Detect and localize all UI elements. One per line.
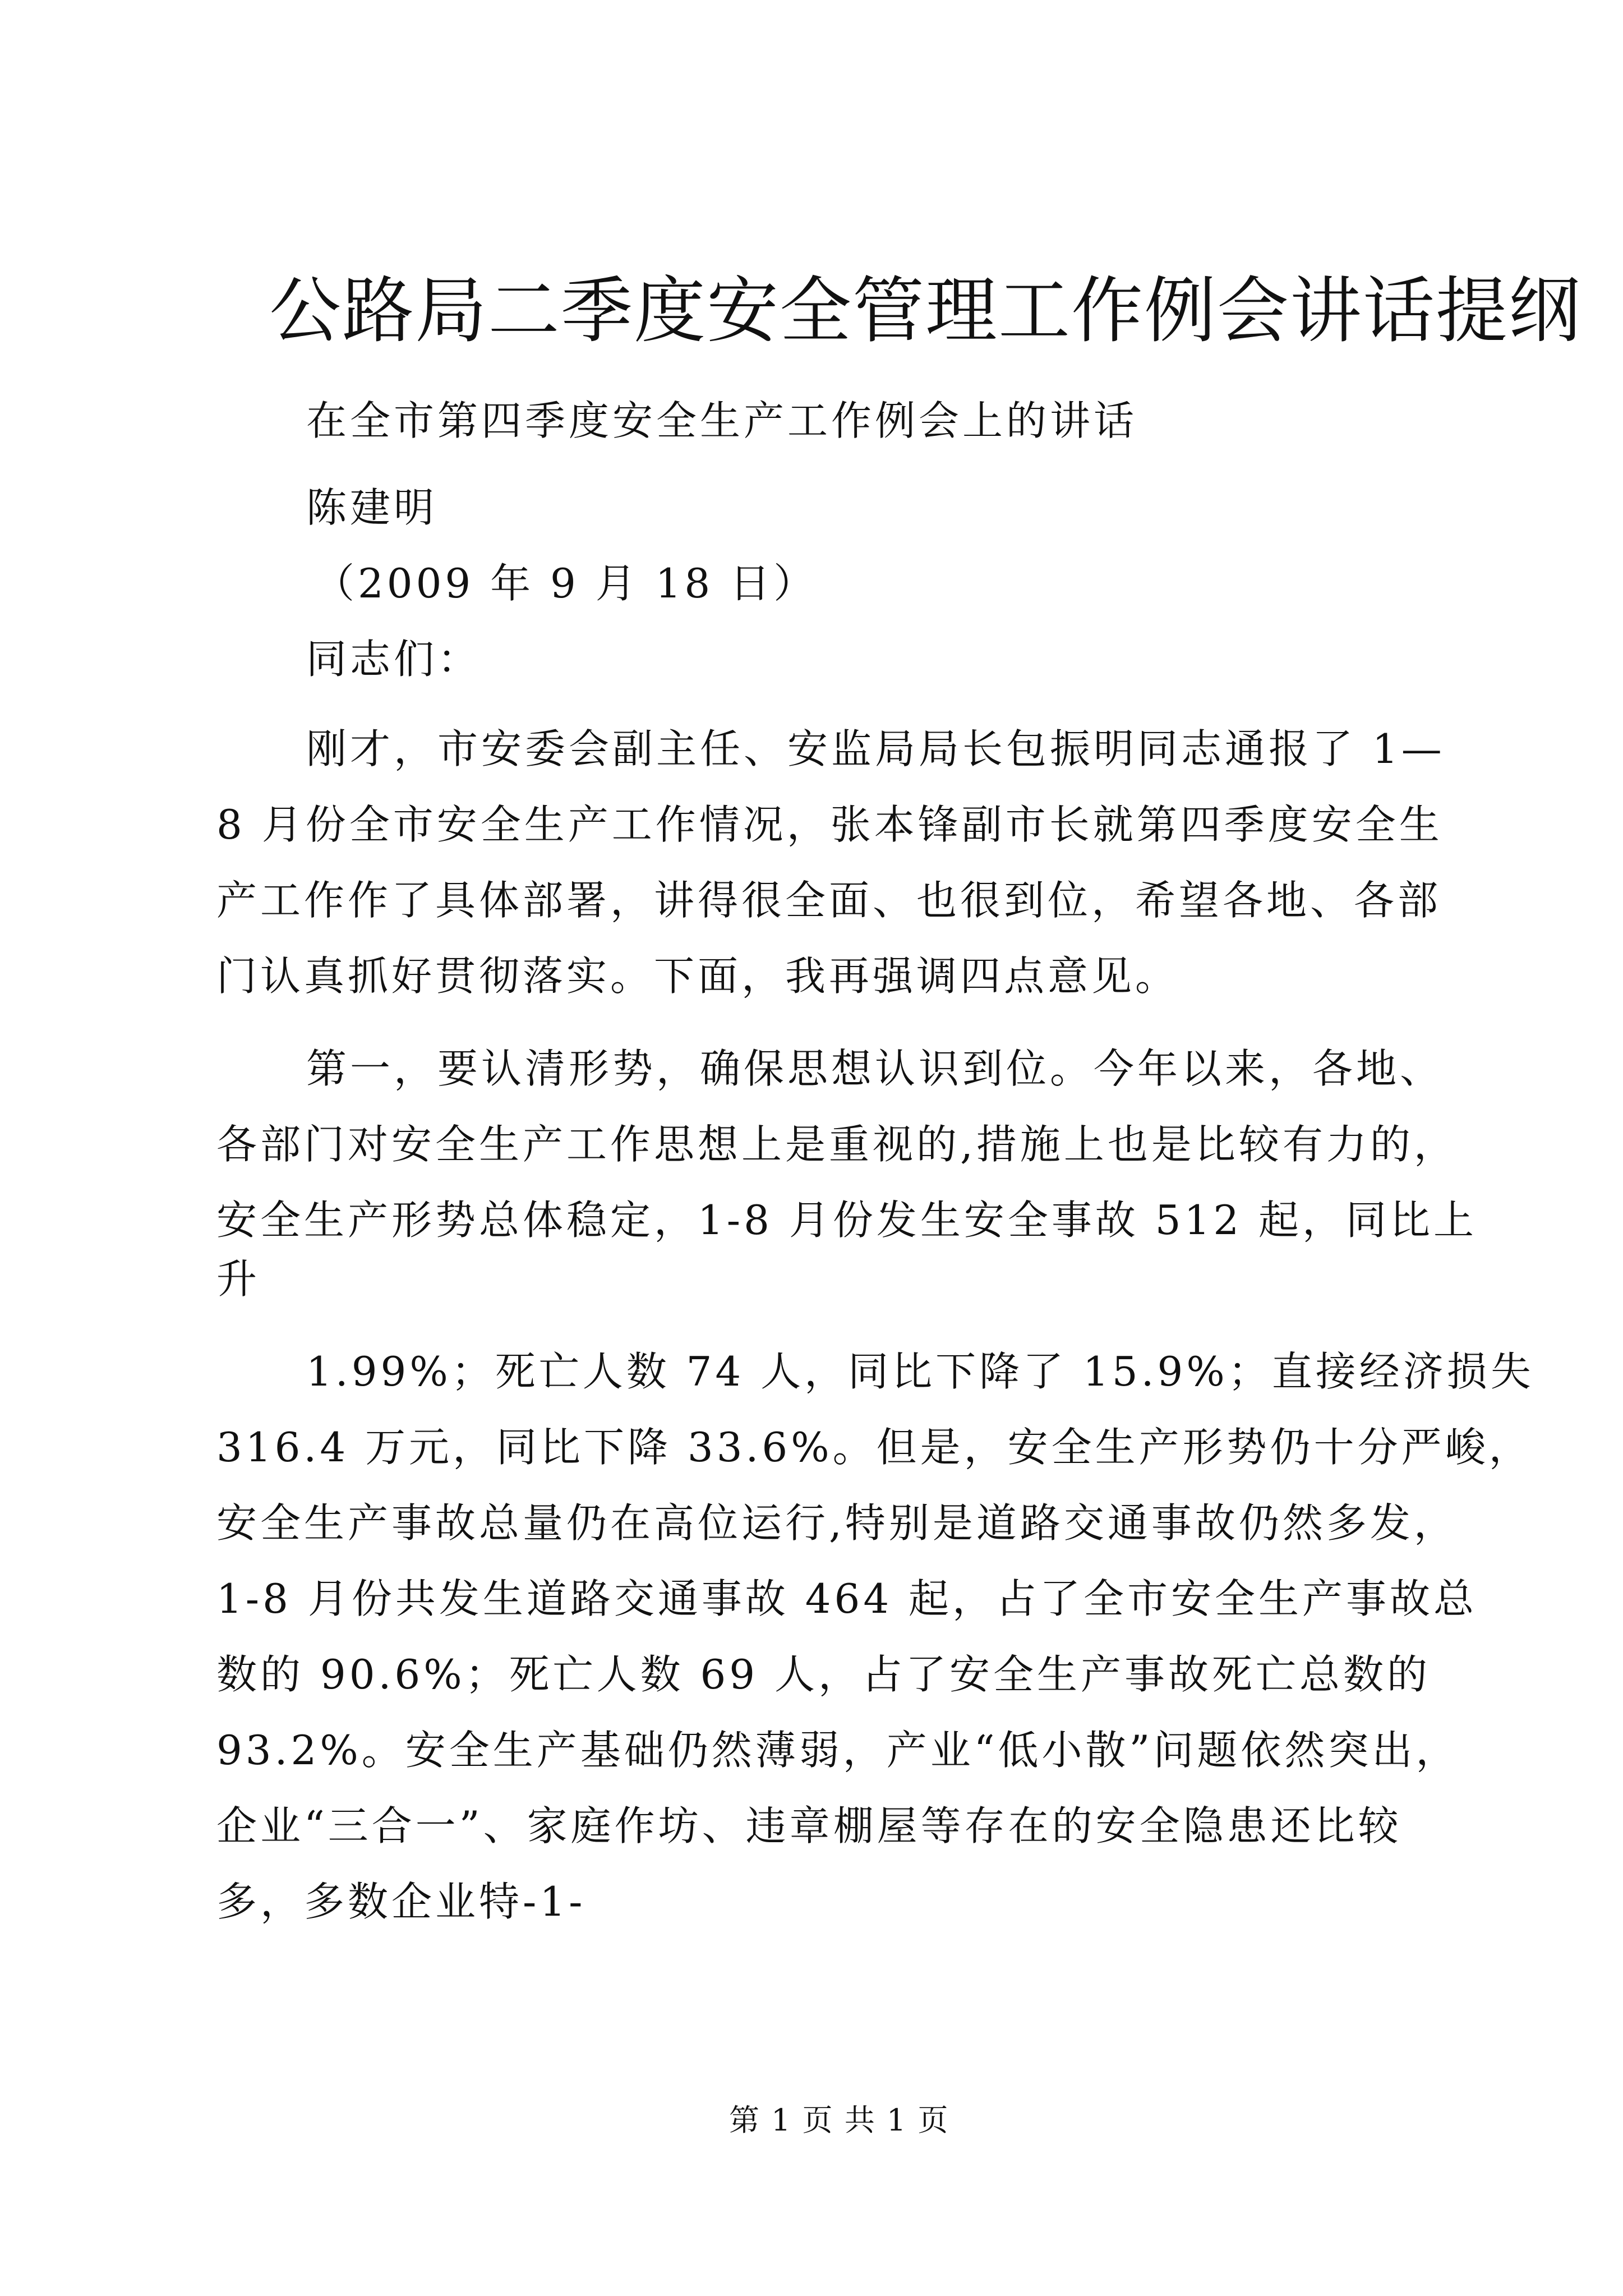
body-line: 安全生产事故总量仍在高位运行,特别是道路交通事故仍然多发， [216, 1499, 1458, 1547]
salutation: 同志们： [306, 636, 482, 683]
page-footer: 第 1 页 共 1 页 [729, 2102, 949, 2138]
body-line: 第一，要认清形势，确保思想认识到位。今年以来，各地、 [306, 1045, 1444, 1092]
body-line: 产工作作了具体部署，讲得很全面、也很到位，希望各地、各部 [216, 877, 1442, 924]
document-title: 公路局二季度安全管理工作例会讲话提纲 [269, 269, 1582, 353]
body-line: 安全生产形势总体稳定，1-8 月份发生安全事故 512 起，同比上 [216, 1197, 1478, 1244]
body-line: 1-8 月份共发生道路交通事故 464 起，占了全市安全生产事故总 [216, 1575, 1478, 1622]
body-line: 各部门对安全生产工作思想上是重视的,措施上也是比较有力的， [216, 1121, 1458, 1168]
body-line: 93.2%。安全生产基础仍然薄弱，产业“低小散”问题依然突出， [216, 1727, 1460, 1774]
subtitle: 在全市第四季度安全生产工作例会上的讲话 [306, 397, 1138, 444]
body-line: 1.99%；死亡人数 74 人，同比下降了 15.9%；直接经济损失 [306, 1348, 1534, 1395]
speech-date: （2009 年 9 月 18 日） [314, 560, 818, 607]
body-line: 多，多数企业特-1- [216, 1878, 586, 1925]
body-line: 门认真抓好贯彻落实。下面，我再强调四点意见。 [216, 953, 1179, 1000]
body-line: 数的 90.6%；死亡人数 69 人，占了安全生产事故死亡总数的 [216, 1651, 1431, 1698]
body-line: 316.4 万元，同比下降 33.6%。但是，安全生产形势仍十分严峻， [216, 1424, 1533, 1471]
body-line: 企业“三合一”、家庭作坊、违章棚屋等存在的安全隐患还比较 [216, 1802, 1402, 1849]
body-line: 刚才，市安委会副主任、安监局局长包振明同志通报了 1— [306, 725, 1445, 772]
body-line: 升 [216, 1255, 261, 1303]
author-name: 陈建明 [306, 484, 438, 531]
body-line: 8 月份全市安全生产工作情况，张本锋副市长就第四季度安全生 [216, 801, 1443, 848]
